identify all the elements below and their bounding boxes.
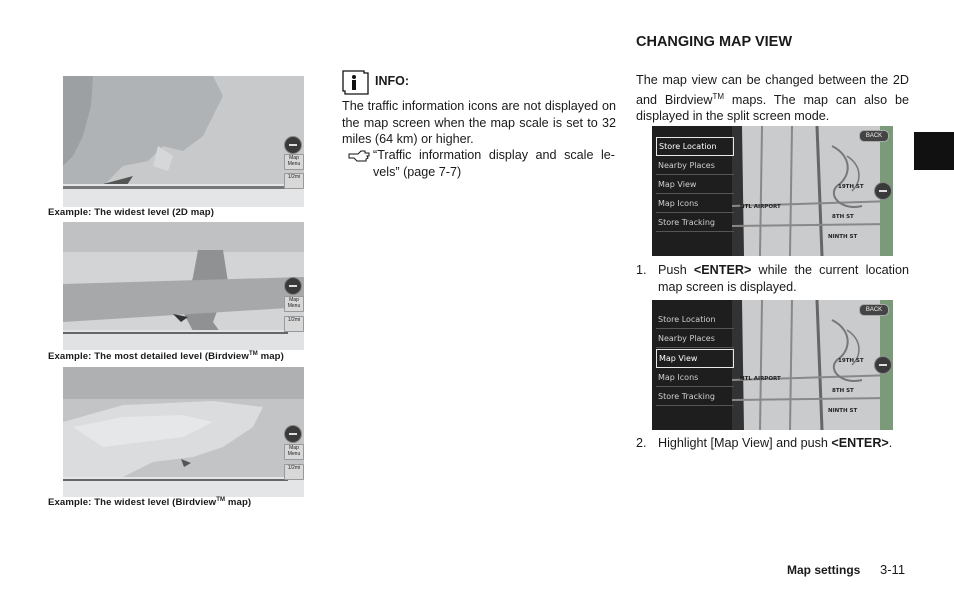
back-button[interactable]: BACK xyxy=(859,304,889,316)
step-2-text xyxy=(658,435,909,452)
tm-mark: TM xyxy=(216,497,226,503)
step-2-number: 2. xyxy=(636,436,647,450)
menu-item-nearby-places[interactable]: Nearby Places xyxy=(656,157,734,175)
zoom-icon xyxy=(874,356,892,374)
caption-birdview-widest xyxy=(48,497,251,508)
step-text: Push xyxy=(658,263,694,277)
menu-item-map-view[interactable]: Map View xyxy=(656,349,734,368)
split-screen-street-map xyxy=(732,300,893,430)
split-screen-image-b xyxy=(652,300,893,430)
street-label: 8TH ST xyxy=(832,214,854,220)
menu-item-map-icons[interactable]: Map Icons xyxy=(656,195,734,213)
footer-page-number: 3-11 xyxy=(880,562,906,577)
map-scale-button: 1/2mi xyxy=(284,464,304,480)
menu-item-map-icons[interactable]: Map Icons xyxy=(656,369,734,387)
street-label: NINTH ST xyxy=(828,408,858,414)
info-paragraph: The traffic information icons are not displayed on the map screen when the map scale is set to 32 miles (64 km) or higher. xyxy=(342,99,616,146)
caption-text: map) xyxy=(257,351,284,363)
caption-text: Example: The widest level (Birdview xyxy=(48,497,217,509)
zoom-out-icon xyxy=(284,425,302,443)
caption-map-2d: Example: The widest level (2D map) xyxy=(48,207,215,218)
footer-section-label: Map settings xyxy=(787,563,861,577)
step-1-number: 1. xyxy=(636,263,647,277)
tm-mark: TM xyxy=(712,91,725,101)
step-text: while the current location map screen is displayed. xyxy=(658,263,909,294)
street-label: 19TH ST xyxy=(838,358,864,364)
enter-key-label: <ENTER> xyxy=(693,263,752,277)
street-label: NINTH ST xyxy=(828,234,858,240)
menu-item-nearby-places[interactable]: Nearby Places xyxy=(656,330,734,348)
step-text: Highlight [Map View] and push xyxy=(658,436,832,450)
split-screen-image-a xyxy=(652,126,893,256)
street-label: NTL AIRPORT xyxy=(740,376,781,382)
menu-item-map-view[interactable]: Map View xyxy=(656,176,734,194)
caption-birdview-detailed xyxy=(48,351,284,362)
menu-item-store-location[interactable]: Store Location xyxy=(656,311,734,329)
zoom-out-icon xyxy=(284,277,302,295)
tm-mark: TM xyxy=(248,351,258,357)
menu-item-store-location[interactable]: Store Location xyxy=(656,137,734,156)
map-menu-button: Map Menu xyxy=(284,154,304,170)
zoom-out-icon xyxy=(284,136,302,154)
map-scale-button: 1/2mi xyxy=(284,173,304,189)
map-birdview-widest-scene xyxy=(63,367,304,497)
info-reference: “Traffic information display and scale le-vels” (page 7-7) xyxy=(373,148,615,179)
street-label: NTL AIRPORT xyxy=(740,204,781,210)
caption-text: map) xyxy=(225,497,252,509)
chapter-tab xyxy=(914,132,954,170)
step-1-text xyxy=(658,262,909,295)
street-label: 19TH ST xyxy=(838,184,864,190)
info-icon xyxy=(342,70,369,95)
map-birdview-detailed-image xyxy=(63,222,304,350)
step-text: . xyxy=(888,436,893,450)
map-menu-list xyxy=(652,136,738,233)
map-scale-button: 1/2mi xyxy=(284,316,304,332)
back-button[interactable]: BACK xyxy=(859,130,889,142)
map-menu-button: Map Menu xyxy=(284,296,304,312)
intro-paragraph xyxy=(636,72,909,125)
enter-key-label: <ENTER> xyxy=(831,436,889,450)
section-title: CHANGING MAP VIEW xyxy=(636,34,793,50)
split-screen-street-map xyxy=(732,126,893,256)
caption-text: Example: The most detailed level (Birdview xyxy=(48,351,249,363)
map-menu-list xyxy=(652,310,738,407)
menu-item-store-tracking[interactable]: Store Tracking xyxy=(656,214,734,232)
reference-hand-icon xyxy=(348,148,370,164)
menu-item-store-tracking[interactable]: Store Tracking xyxy=(656,388,734,406)
street-label: 8TH ST xyxy=(832,388,854,394)
map-birdview-widest-image xyxy=(63,367,304,497)
map-menu-button: Map Menu xyxy=(284,444,304,460)
map-2d-land xyxy=(63,76,304,207)
intro-text: maps. The map can also be displayed in the split screen mode. xyxy=(636,92,909,124)
intro-text: The map view can be changed between the 2D and Birdview xyxy=(636,73,909,107)
info-heading: INFO: xyxy=(375,74,410,88)
zoom-icon xyxy=(874,182,892,200)
map-2d-widest-image xyxy=(63,76,304,207)
map-birdview-detailed-scene xyxy=(63,222,304,350)
